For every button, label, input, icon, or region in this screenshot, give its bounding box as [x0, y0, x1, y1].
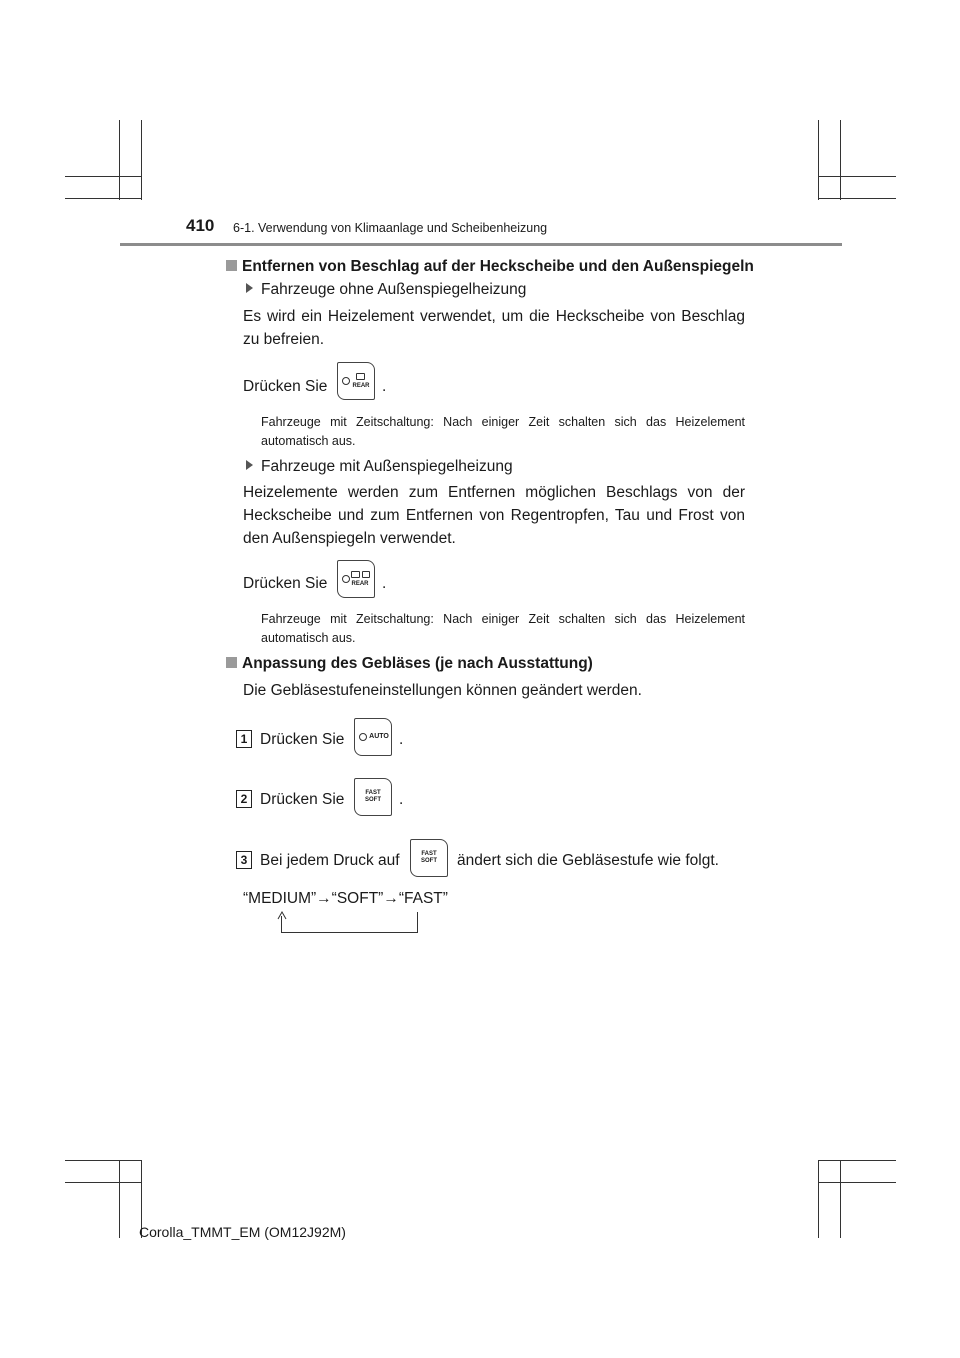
mirror-icon [362, 571, 370, 578]
loop-arrow-line [281, 932, 418, 933]
crop-mark [840, 120, 841, 200]
crop-mark [65, 1160, 141, 1161]
paragraph: Heizelemente werden zum Entfernen möglichen Beschlags von der Heckscheibe und zum Entfernen von Regentropfen, Tau und Frost von den Außenspiegeln verwendet. [243, 484, 745, 547]
fast-soft-button: FAST SOFT [354, 778, 392, 816]
crop-mark [141, 120, 142, 200]
period: . [382, 378, 387, 395]
crop-mark [818, 1160, 896, 1161]
step-number: 1 [236, 730, 252, 748]
paragraph: Die Gebläsestufeneinstellungen können geändert werden. [243, 682, 642, 699]
square-bullet-icon [226, 260, 237, 271]
subheading-without-mirror-heater: Fahrzeuge ohne Außenspiegelheizung [246, 281, 526, 299]
crop-mark [818, 1182, 896, 1183]
document-id: Corolla_TMMT_EM (OM12J92M) [139, 1224, 346, 1240]
chapter-title: 6-1. Verwendung von Klimaanlage und Scheibenheizung [233, 221, 548, 235]
cycle-sequence: “MEDIUM”→“SOFT”→“FAST” [243, 890, 448, 907]
crop-mark [818, 120, 819, 200]
triangle-bullet-icon [246, 283, 253, 293]
crop-mark [119, 120, 120, 200]
step-text: Drücken Sie [260, 731, 345, 748]
auto-button: AUTO [354, 718, 392, 756]
indicator-icon [342, 377, 350, 385]
rear-and-mirror-defogger-button: REAR [337, 560, 375, 598]
rear-window-icon [356, 373, 365, 380]
step-number: 2 [236, 790, 252, 808]
indicator-icon [359, 733, 367, 741]
step-number: 3 [236, 851, 252, 869]
section-heading: Entfernen von Beschlag auf der Heckscheibe und den Außenspiegeln [226, 258, 754, 276]
crop-mark [65, 198, 141, 199]
crop-mark [818, 198, 896, 199]
rear-window-icon [351, 571, 360, 578]
crop-mark [65, 1182, 141, 1183]
period: . [399, 791, 404, 808]
press-label: Drücken Sie [243, 575, 328, 592]
period: . [382, 575, 387, 592]
period: . [399, 731, 404, 748]
crop-mark [65, 176, 141, 177]
step-text-suffix: ändert sich die Gebläsestufe wie folgt. [457, 852, 719, 869]
section-heading: Anpassung des Gebläses (je nach Ausstattung) [226, 655, 593, 673]
note: Fahrzeuge mit Zeitschaltung: Nach einiger Zeit schalten sich das Heizelement automatisch aus. [261, 612, 745, 645]
triangle-bullet-icon [246, 460, 253, 470]
header-rule [120, 243, 842, 246]
crop-mark [818, 1160, 819, 1238]
paragraph: Es wird ein Heizelement verwendet, um die Heckscheibe von Beschlag zu befreien. [243, 308, 745, 348]
step-text: Drücken Sie [260, 791, 345, 808]
note: Fahrzeuge mit Zeitschaltung: Nach einiger Zeit schalten sich das Heizelement automatisch aus. [261, 415, 745, 448]
arrow-up-icon [277, 911, 287, 920]
square-bullet-icon [226, 657, 237, 668]
subheading-with-mirror-heater: Fahrzeuge mit Außenspiegelheizung [246, 458, 513, 476]
page-number: 410 [186, 216, 215, 235]
indicator-icon [342, 575, 350, 583]
crop-mark [119, 1160, 120, 1238]
loop-arrow-line [417, 912, 418, 933]
fast-soft-button: FAST SOFT [410, 839, 448, 877]
press-label: Drücken Sie [243, 378, 328, 395]
rear-defogger-button: REAR [337, 362, 375, 400]
step-text: Bei jedem Druck auf [260, 852, 400, 869]
crop-mark [818, 176, 896, 177]
crop-mark [840, 1160, 841, 1238]
